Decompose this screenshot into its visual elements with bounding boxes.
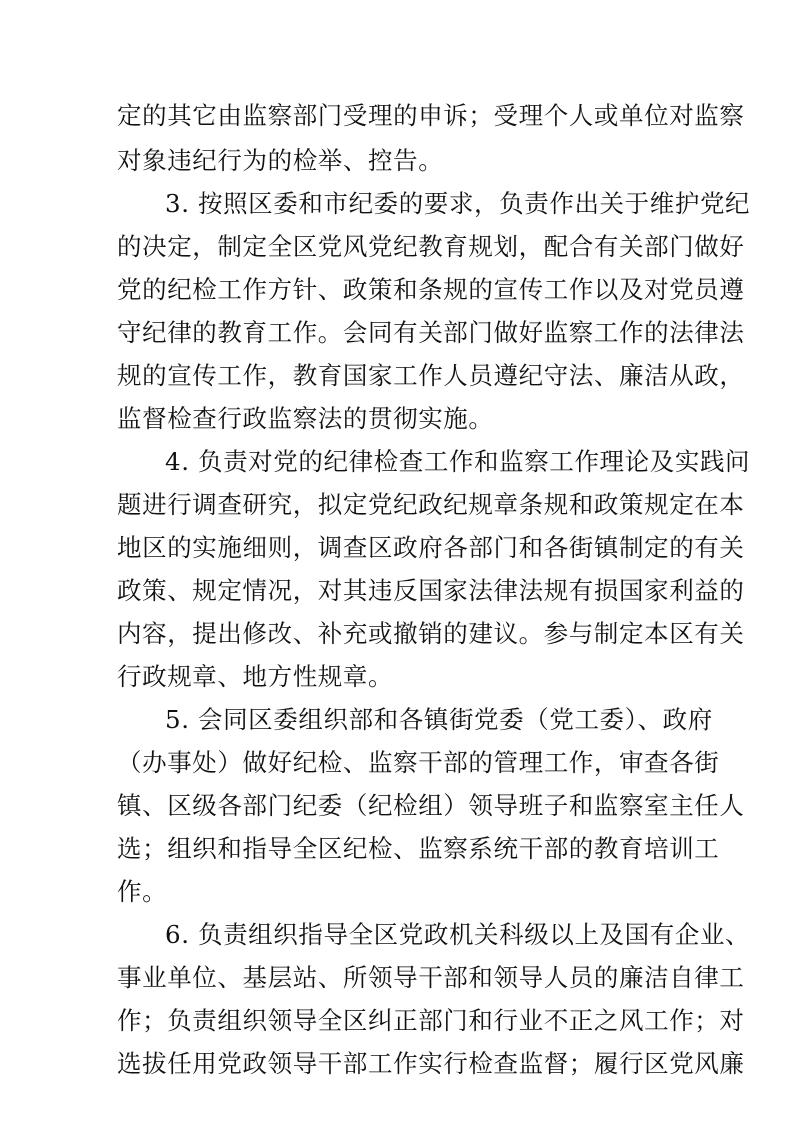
paragraph-5-start: 5. 会同区委组织部和各镇街党委（党工委）、政府 <box>165 705 713 734</box>
text-line: 事业单位、基层站、所领导干部和领导人员的廉洁自律工 <box>117 963 745 992</box>
paragraph-6-start: 6. 负责组织指导全区党政机关科级以上及国有企业、 <box>165 920 751 949</box>
text-line: 党的纪检工作方针、政策和条规的宣传工作以及对党员遵 <box>117 275 745 304</box>
text-line: 行政规章、地方性规章。 <box>117 662 394 691</box>
text-line: 守纪律的教育工作。会同有关部门做好监察工作的法律法 <box>117 318 745 347</box>
text-line: 作。 <box>117 877 168 906</box>
text-line: 规的宣传工作，教育国家工作人员遵纪守法、廉洁从政， <box>117 361 745 390</box>
text-line: 地区的实施细则，调查区政府各部门和各街镇制定的有关 <box>117 533 745 562</box>
text-line: 政策、规定情况，对其违反国家法律法规有损国家利益的 <box>117 576 745 605</box>
text-line: 选拔任用党政领导干部工作实行检查监督；履行区党风廉 <box>117 1049 745 1078</box>
text-line: （办事处）做好纪检、监察干部的管理工作，审查各街 <box>117 748 720 777</box>
text-line: 内容，提出修改、补充或撤销的建议。参与制定本区有关 <box>117 619 745 648</box>
paragraph-4-start: 4. 负责对党的纪律检查工作和监察工作理论及实践问 <box>165 447 751 476</box>
text-line: 对象违纪行为的检举、控告。 <box>117 146 444 175</box>
text-line: 监督检查行政监察法的贯彻实施。 <box>117 404 494 433</box>
text-line: 题进行调查研究，拟定党纪政纪规章条规和政策规定在本 <box>117 490 745 519</box>
text-line: 选；组织和指导全区纪检、监察系统干部的教育培训工 <box>117 834 720 863</box>
text-line: 定的其它由监察部门受理的申诉；受理个人或单位对监察 <box>117 101 745 130</box>
text-line: 的决定，制定全区党风党纪教育规划，配合有关部门做好 <box>117 232 745 261</box>
text-line: 镇、区级各部门纪委（纪检组）领导班子和监察室主任人 <box>117 791 745 820</box>
paragraph-3-start: 3. 按照区委和市纪委的要求，负责作出关于维护党纪 <box>165 189 751 218</box>
text-line: 作；负责组织领导全区纠正部门和行业不正之风工作；对 <box>117 1006 745 1035</box>
